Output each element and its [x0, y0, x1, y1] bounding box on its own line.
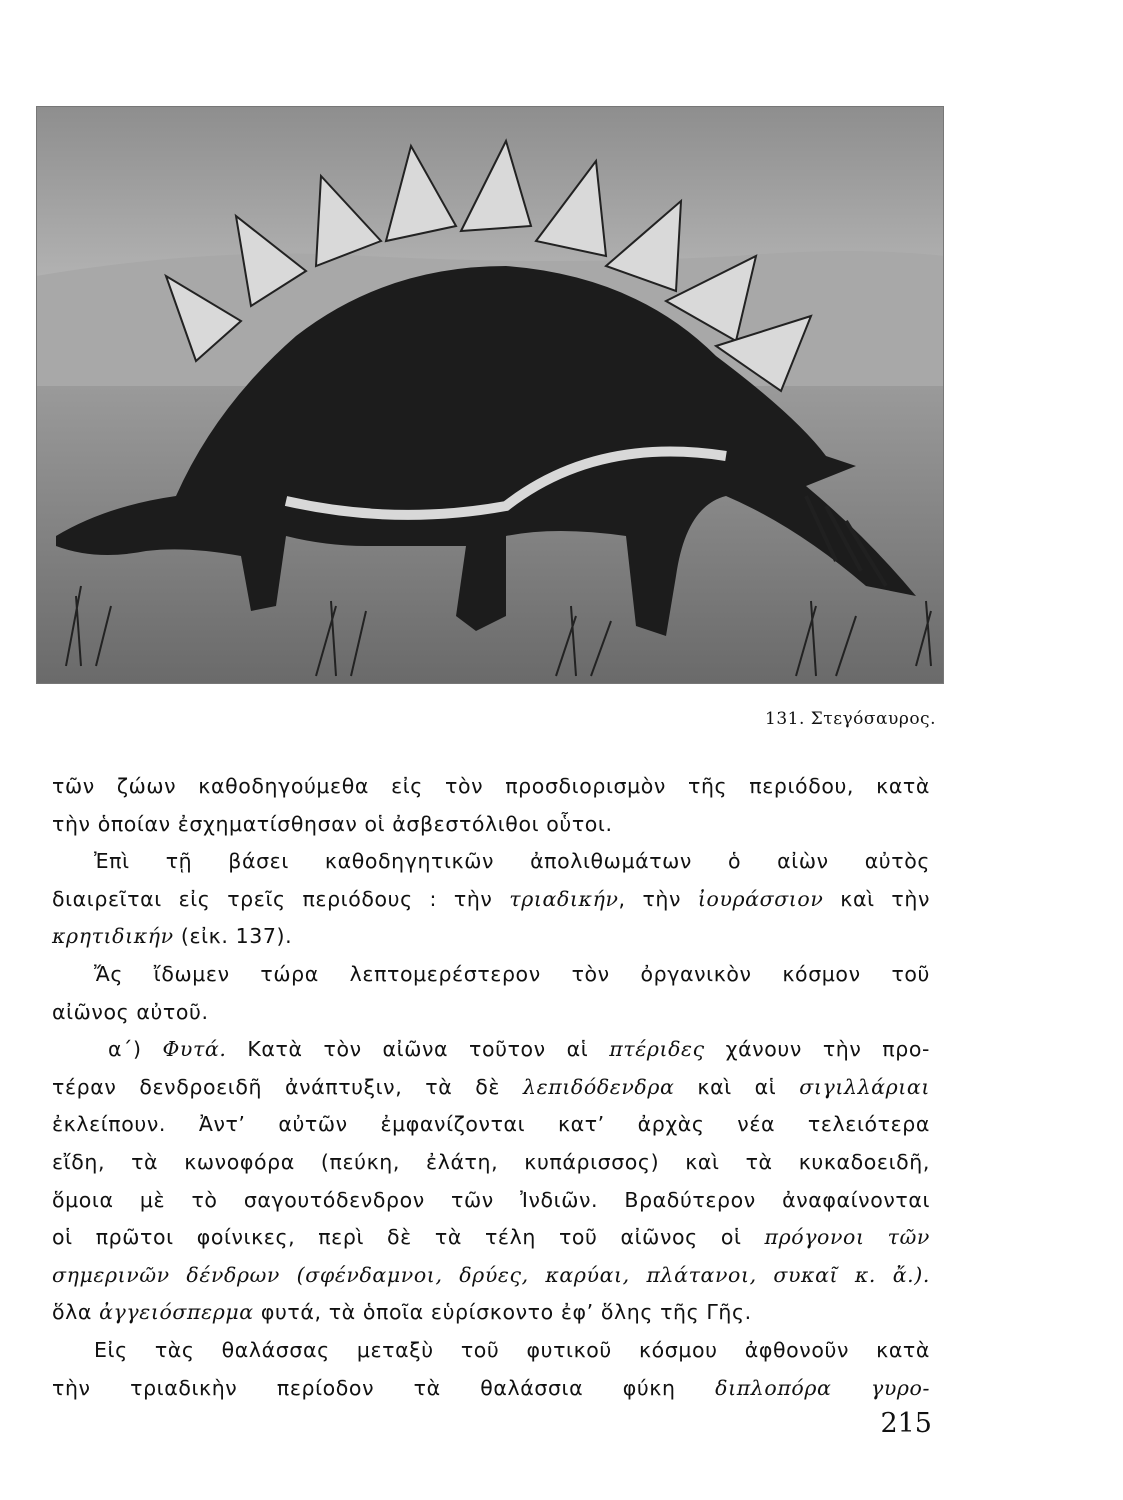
text-line: οἱ πρῶτοι φοίνικες, περὶ δὲ τὰ τέλη τοῦ αἰῶνος οἱ πρόγονοι τῶν	[52, 1225, 930, 1250]
text-line: σημερινῶν δένδρων (σφένδαμνοι, δρύες, καρύαι, πλάτανοι, συκαῖ κ. ἄ.).	[52, 1262, 930, 1287]
body-text	[52, 768, 930, 1407]
text-line: Εἰς τὰς θαλάσσας μεταξὺ τοῦ φυτικοῦ κόσμου ἀφθονοῦν κατὰ	[94, 1337, 930, 1362]
text-line: διαιρεῖται εἰς τρεῖς περιόδους : τὴν τριαδικήν, τὴν ἰουράσσιον καὶ τὴν	[52, 886, 931, 911]
text-line: Ἄς ἴδωμεν τώρα λεπτομερέστερον τὸν ὀργανικὸν κόσμον τοῦ	[94, 961, 930, 986]
text-line: α΄) Φυτά. Κατὰ τὸν αἰῶνα τοῦτον αἱ πτέριδες χάνουν τὴν προ-	[108, 1037, 931, 1062]
text-line: τέραν δενδροειδῆ ἀνάπτυξιν, τὰ δὲ λεπιδόδενδρα καὶ αἱ σιγιλλάριαι	[52, 1074, 930, 1099]
text-line: ὅλα ἀγγειόσπερμα φυτά, τὰ ὁποῖα εὑρίσκοντο ἐφ’ ὅλης τῆς Γῆς.	[52, 1300, 752, 1325]
text-line: ὅμοια μὲ τὸ σαγουτόδενδρον τῶν Ἰνδιῶν. Βραδύτερον ἀναφαίνονται	[52, 1187, 930, 1212]
text-line: Ἐπὶ τῇ βάσει καθοδηγητικῶν ἀπολιθωμάτων ὁ αἰὼν αὐτὸς	[94, 849, 930, 874]
text-line: ἐκλείπουν. Ἀντ’ αὐτῶν ἐμφανίζονται κατ’ ἀρχὰς νέα τελειότερα	[52, 1112, 930, 1137]
text-line: τὴν τριαδικὴν περίοδον τὰ θαλάσσια φύκη διπλοπόρα γυρο-	[52, 1375, 930, 1400]
text-line: τὴν ὁποίαν ἐσχηματίσθησαν οἱ ἀσβεστόλιθοι οὗτοι.	[52, 811, 613, 836]
figure-caption: 131. Στεγόσαυρος.	[765, 709, 936, 729]
stegosaurus-illustration	[36, 106, 944, 684]
page-number: 215	[880, 1408, 932, 1439]
text-line: εἴδη, τὰ κωνοφόρα (πεύκη, ἐλάτη, κυπάρισσος) καὶ τὰ κυκαδοειδῆ,	[52, 1149, 930, 1174]
text-line: τῶν ζώων καθοδηγούμεθα εἰς τὸν προσδιορισμὸν τῆς περιόδου, κατὰ	[52, 774, 930, 798]
text-line: αἰῶνος αὐτοῦ.	[52, 999, 209, 1024]
text-line: κρητιδικήν (εἰκ. 137).	[52, 924, 293, 949]
